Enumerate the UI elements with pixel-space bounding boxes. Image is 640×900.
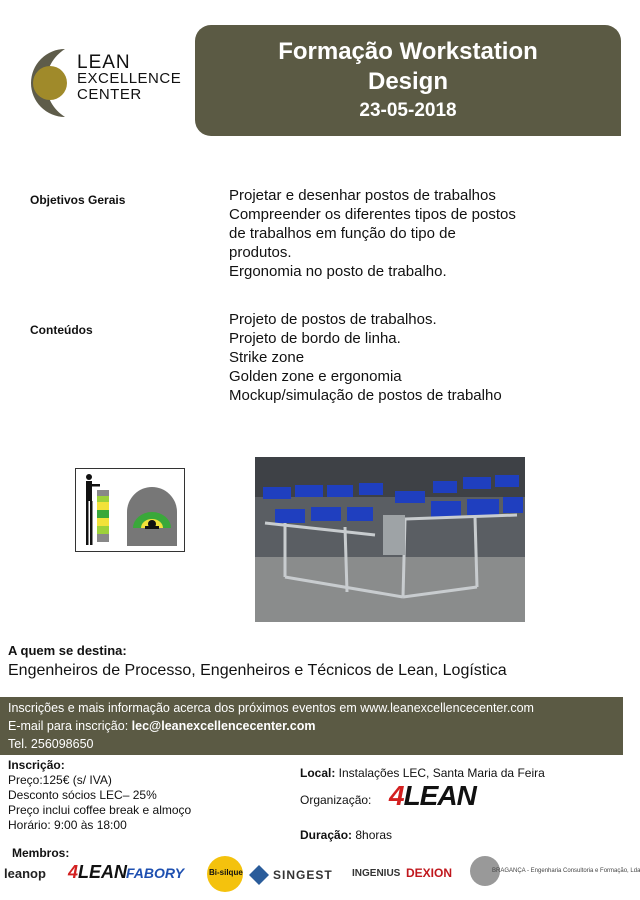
audience-label: A quem se destina: <box>8 643 127 658</box>
objetivos-line: produtos. <box>229 244 292 261</box>
inscricao-line: Preço inclui coffee break e almoço <box>8 803 192 817</box>
course-date: 23-05-2018 <box>359 100 457 121</box>
conteudos-line: Strike zone <box>229 349 305 366</box>
logo-line-lean: LEAN <box>77 52 131 73</box>
email-link[interactable]: lec@leanexcellencecenter.com <box>131 719 316 733</box>
course-title-box <box>195 25 621 136</box>
conteudos-line: Projeto de bordo de linha. <box>229 330 401 347</box>
local-label: Local: <box>300 766 336 780</box>
inscricao-line: Desconto sócios LEC– 25% <box>8 788 157 802</box>
objetivos-line: Ergonomia no posto de trabalho. <box>229 263 447 280</box>
workstation-photo <box>255 457 525 622</box>
reach-zone-topview-icon <box>127 487 177 546</box>
more-info-text: Inscrições e mais informação acerca dos próximos eventos em www.leanexcellencecenter.com <box>8 701 534 715</box>
inscricao-block <box>8 758 191 833</box>
member-fabory-logo: FABORY <box>126 865 185 881</box>
contact-band <box>0 697 623 755</box>
conteudos-line: Golden zone e ergonomia <box>229 368 402 385</box>
duracao-value: 8horas <box>352 828 393 842</box>
phone-text: Tel. 256098650 <box>8 737 94 751</box>
conteudos-line: Mockup/simulação de postos de trabalho <box>229 387 502 404</box>
conteudos-list <box>229 310 502 405</box>
duracao-line <box>300 828 392 842</box>
member-leanop-logo: leanop <box>4 866 46 881</box>
logo-text <box>77 52 182 103</box>
logo-line-center: CENTER <box>77 86 142 103</box>
inscricao-line: Horário: 9:00 às 18:00 <box>8 818 127 832</box>
local-value: Instalações LEC, Santa Maria da Feira <box>335 766 545 780</box>
local-line <box>300 766 545 780</box>
member-ingenius-logo: INGENIUS <box>352 868 401 879</box>
email-line <box>8 719 315 733</box>
member-4lean-logo: 4LEAN <box>68 862 128 882</box>
member-singest-logo: SINGEST <box>273 868 333 882</box>
member-bisilque-logo <box>207 856 243 892</box>
objetivos-line: Projetar e desenhar postos de trabalhos <box>229 187 496 204</box>
ergonomics-zones-diagram <box>75 468 185 552</box>
course-title-line1: Formação Workstation <box>278 38 538 65</box>
member-singest-icon <box>248 864 270 886</box>
inscricao-line: Preço:125€ (s/ IVA) <box>8 773 112 787</box>
course-title-line2: Design <box>367 68 448 95</box>
conteudos-line: Projeto de postos de trabalhos. <box>229 311 437 328</box>
organizacao-label: Organização: <box>300 793 372 807</box>
lean-excellence-center-logo <box>13 45 79 121</box>
objetivos-line: Compreender os diferentes tipos de postos <box>229 206 516 223</box>
member-dexion-logo: DEXION <box>406 866 453 880</box>
inscricao-label: Inscrição: <box>8 758 65 772</box>
organizer-4lean-logo: 4LEAN <box>389 780 476 811</box>
logo-line-excellence: EXCELLENCE <box>77 70 182 87</box>
duracao-label: Duração: <box>300 828 353 842</box>
member-braganca-logo: BRAGANÇA - Engenharia Consultoria e Formação, Lda <box>492 868 640 874</box>
objetivos-label: Objetivos Gerais <box>30 193 126 207</box>
conteudos-label: Conteúdos <box>30 323 93 337</box>
membros-label: Membros: <box>12 846 70 860</box>
member-bisilque-text: Bi-silque <box>209 868 243 877</box>
audience-text: Engenheiros de Processo, Engenheiros e Técnicos de Lean, Logística <box>8 662 507 679</box>
email-label: E-mail para inscrição: <box>8 719 132 733</box>
objetivos-list <box>229 186 516 281</box>
objetivos-line: de trabalhos em função do tipo de <box>229 225 456 242</box>
